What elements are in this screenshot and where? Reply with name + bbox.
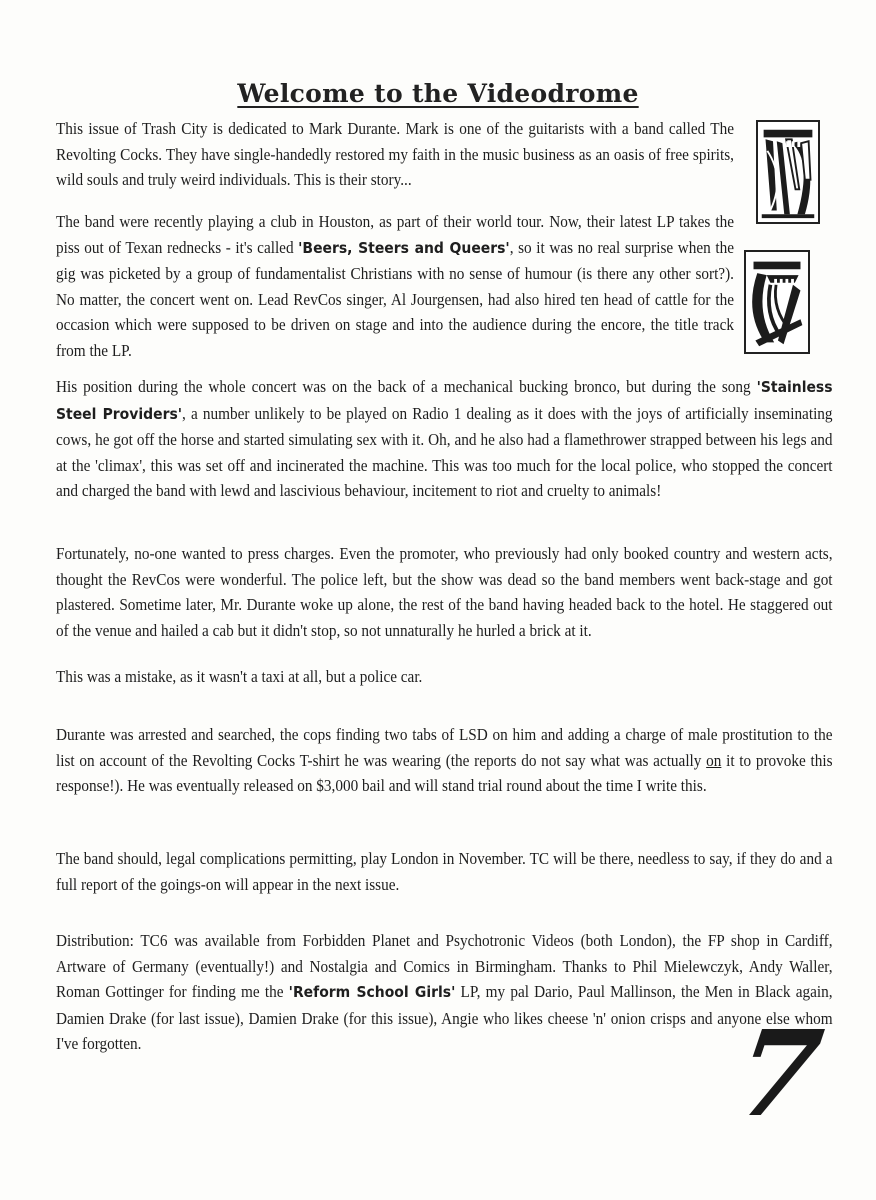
- paragraph-arrest: [56, 722, 833, 799]
- emphasis-on: on: [706, 750, 722, 770]
- paragraph-police-car: [56, 664, 833, 690]
- ornate-initial-c-icon: [744, 250, 810, 354]
- paragraph-london-gig: [56, 846, 833, 897]
- paragraph-text: Distribution: TC6 was available from Forbidden Planet and Psychotronic Videos (both London), the FP shop in Cardiff, Artware of Germany (eventually!) and Nostalgia and Comics in Birmingham. Thanks to Phil Mielewczyk, Andy Waller, Roman Gottinger for finding me the: [56, 931, 833, 1001]
- song-title: 'Stainless Steel Providers': [56, 378, 833, 423]
- page-number: 7: [728, 1004, 830, 1143]
- paragraph-text: LP, my pal Dario, Paul Mallinson, the Men in Black again, Damien Drake (for last issue), Damien Drake (for this issue), Angie who likes cheese 'n' onion crisps and anyone else whom I've forgotten.: [56, 982, 833, 1053]
- paragraph-text: , so it was no real surprise when the gig was picketed by a group of fundamentalist Christians with no sense of humour (is there any other sort?). No matter, the concert went on. Lead RevCos singer, Al Jourgensen, had also hired ten head of cattle for the occasion which were supposed to be driven on stage and into the audience during the encore, the title track from the LP.: [56, 237, 734, 360]
- paragraph-houston-gig: [56, 209, 734, 363]
- paragraph-intro: [56, 116, 734, 193]
- paragraph-text: Durante was arrested and searched, the cops finding two tabs of LSD on him and adding a charge of male prostitution to the list on account of the Revolting Cocks T-shirt he was wearing (the reports do not say what was actually: [56, 725, 833, 770]
- paragraph-text: , a number unlikely to be played on Radio 1 dealing as it does with the joys of artificially inseminating cows, he got off the horse and started simulating sex with it. Oh, and he also had a flamethrower strapped between his legs and at the 'climax', this was set off and incinerated the machine. This was too much for the local police, who stopped the concert and charged the band with lewd and lascivious behaviour, incitement to riot and cruelty to animals!: [56, 403, 833, 500]
- paragraph-distribution-thanks: [56, 928, 833, 1057]
- paragraph-text: This issue of Trash City is dedicated to Mark Durante. Mark is one of the guitarists with a band called The Revolting Cocks. They have single-handedly restored my faith in the music business as an oasis of free spirits, wild souls and truly weird individuals. This is their story...: [56, 119, 734, 189]
- paragraph-text: The band should, legal complications permitting, play London in November. TC will be there, needless to say, if they do and a full report of the goings-on will appear in the next issue.: [56, 849, 833, 894]
- paragraph-text: Fortunately, no-one wanted to press charges. Even the promoter, who previously had only booked country and western acts, thought the RevCos were wonderful. The police left, but the show was dead so the band members went back-stage and got plastered. Sometime later, Mr. Durante woke up alone, the rest of the band having headed back to the hotel. He staggered out of the venue and hailed a cab but it didn't stop, so not unnaturally he hurled a brick at it.: [56, 544, 833, 640]
- paragraph-aftermath: [56, 541, 833, 643]
- paragraph-text: The band were recently playing a club in Houston, as part of their world tour. Now, their latest LP takes the piss out of Texan rednecks - it's called: [56, 212, 734, 257]
- paragraph-text: His position during the whole concert was on the back of a mechanical bucking bronco, but during the song: [56, 377, 757, 396]
- ornate-initial-w-icon: [756, 120, 820, 224]
- paragraph-text: This was a mistake, as it wasn't a taxi at all, but a police car.: [56, 667, 423, 686]
- lp-title: 'Reform School Girls': [288, 983, 456, 1001]
- album-title: 'Beers, Steers and Queers': [298, 238, 510, 257]
- paragraph-concert: [56, 374, 833, 504]
- page-title: Welcome to the Videodrome: [237, 78, 639, 108]
- paragraph-text: it to provoke this response!). He was eventually released on $3,000 bail and will stand trial round about the time I write this.: [56, 750, 833, 795]
